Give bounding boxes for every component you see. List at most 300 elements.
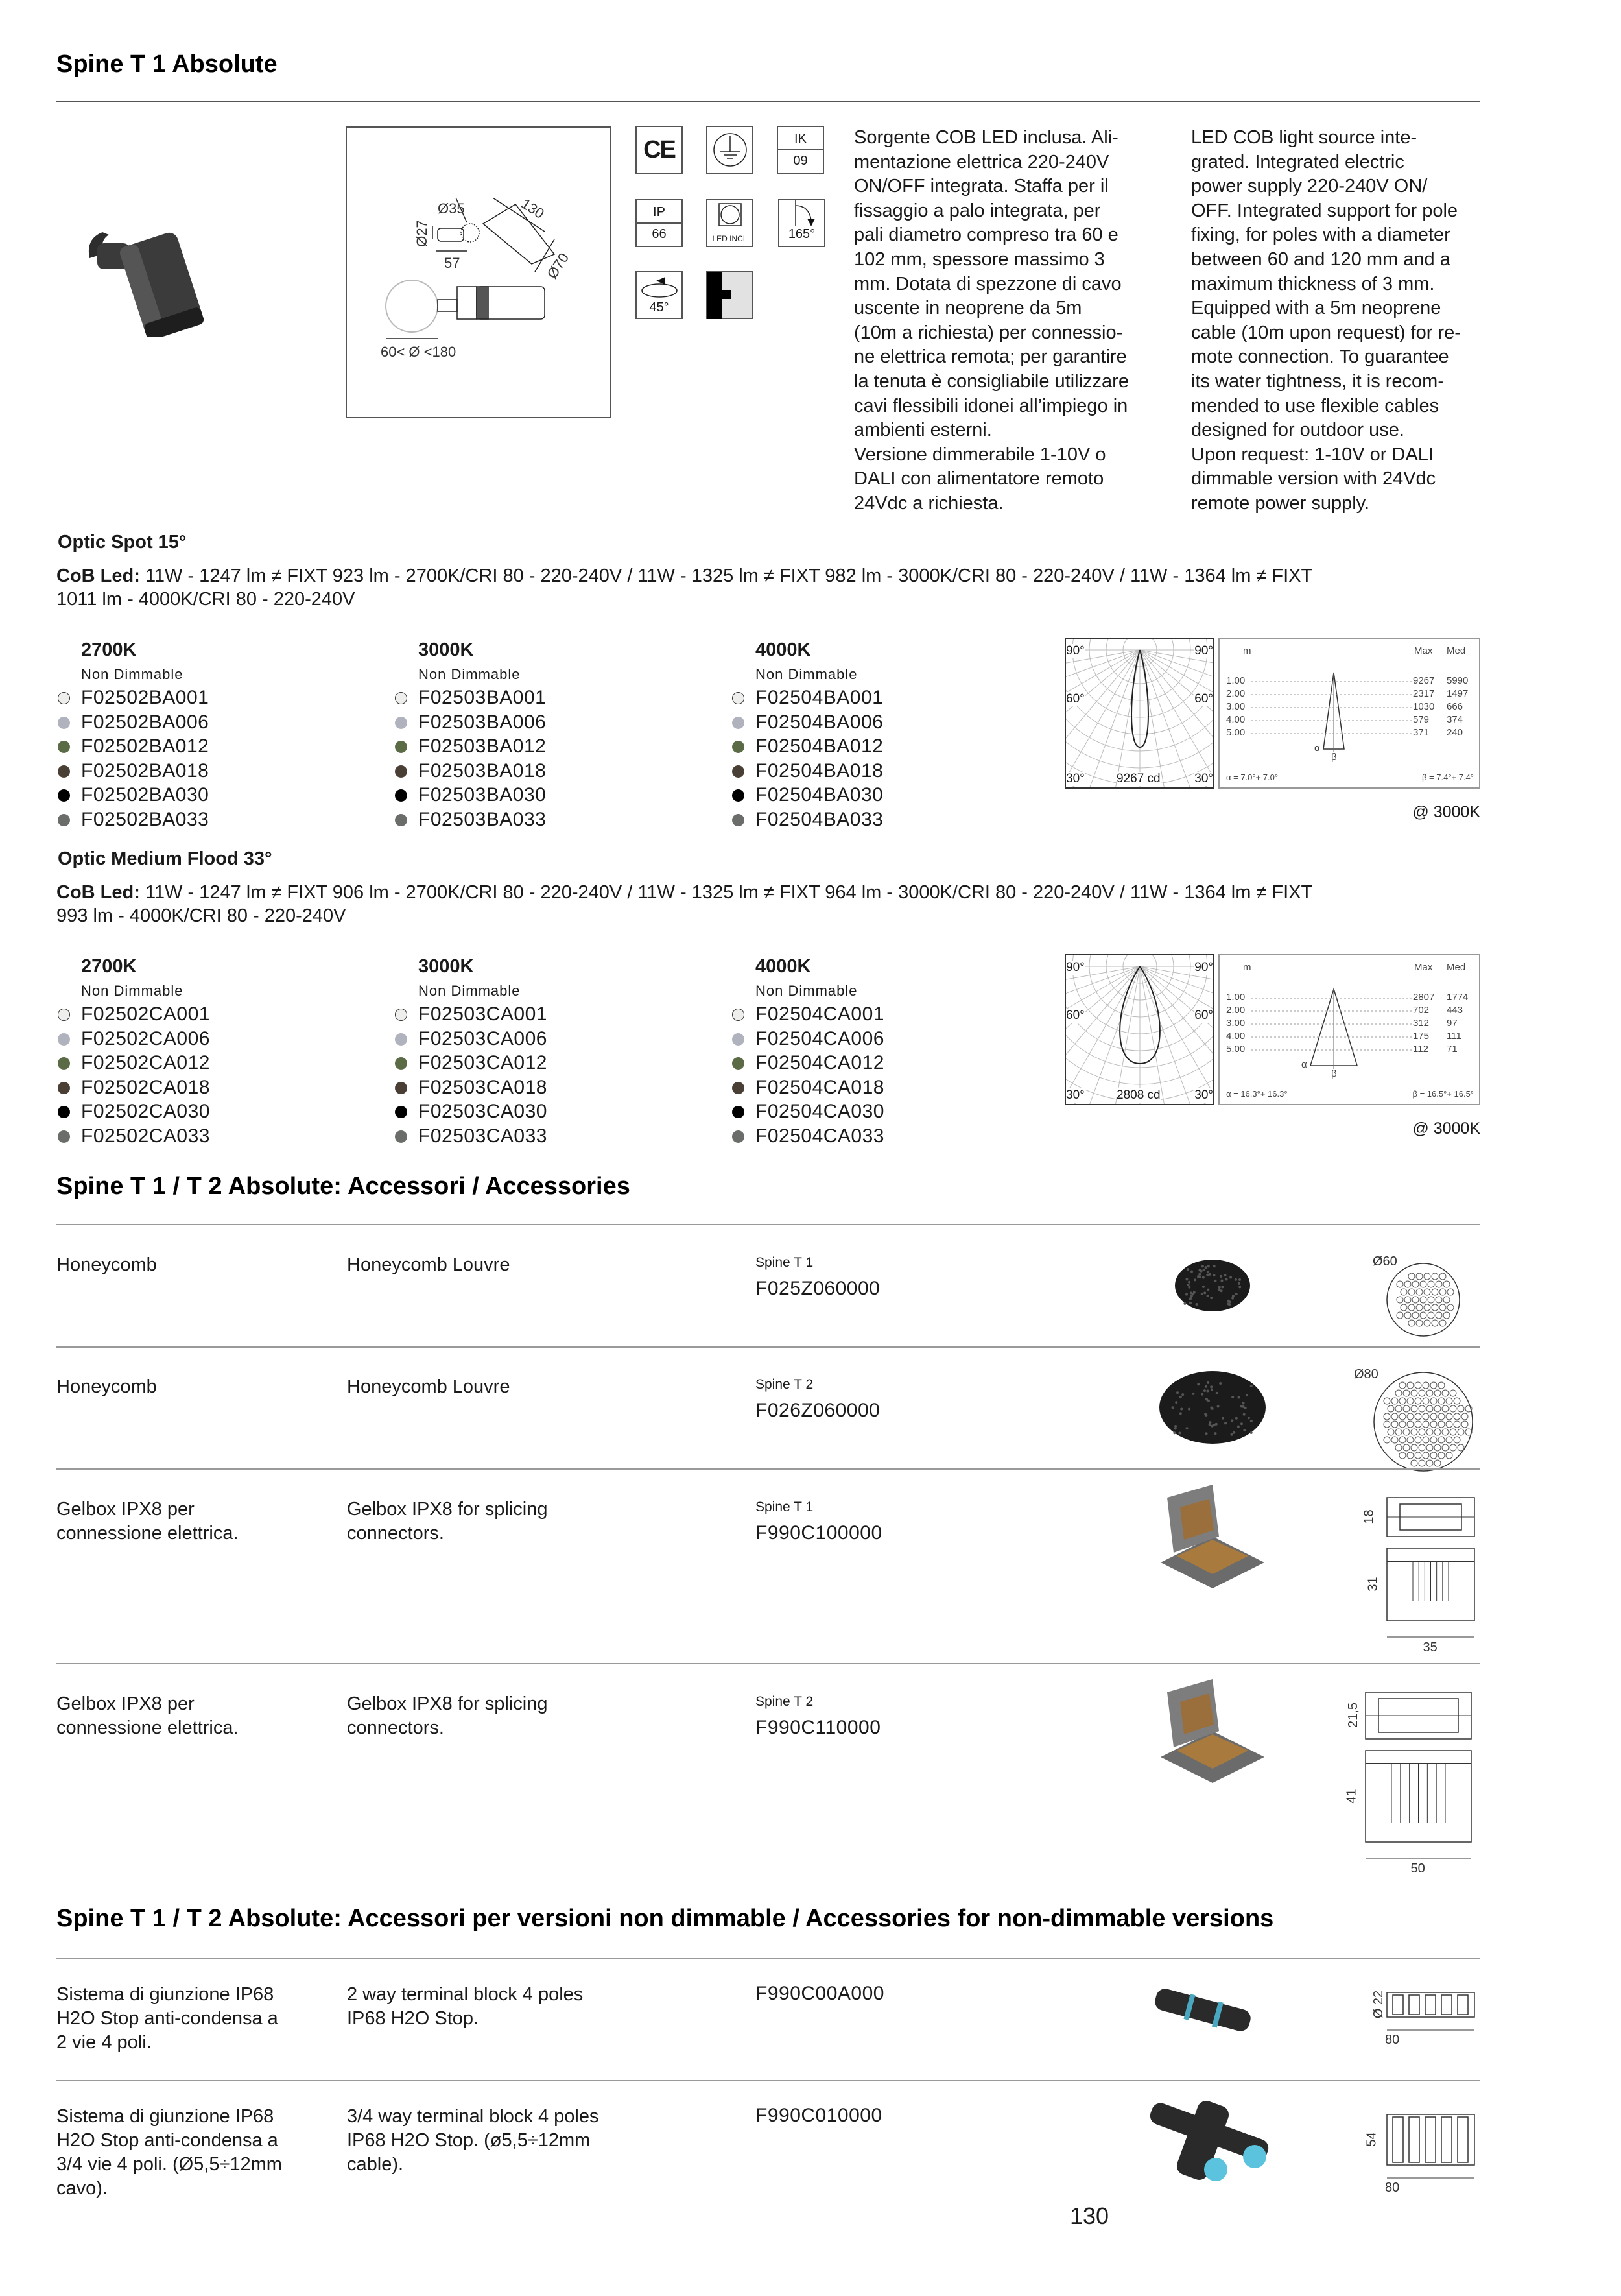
product-code: F02504CA018: [755, 1076, 884, 1098]
polar-label-90-right: 90°: [1194, 644, 1213, 658]
med-lux-value: 374: [1447, 714, 1463, 725]
louvre-cell: [1436, 1297, 1442, 1303]
product-code: F02504BA018: [755, 759, 884, 782]
color-swatch: [58, 717, 70, 729]
dimension-length: 80: [1385, 2033, 1400, 2047]
description-line: ne elettrica remota; per garantire: [854, 346, 1127, 368]
med-lux-value: 111: [1447, 1031, 1461, 1042]
louvre-cell: [1465, 1429, 1472, 1435]
louvre-cell: [1428, 1281, 1434, 1287]
product-code: F02503CA033: [418, 1125, 547, 1147]
louvre-cell: [1442, 1405, 1449, 1412]
beta-symbol: β: [1331, 1068, 1337, 1079]
description-line: pali diametro compreso tra 60 e: [854, 224, 1118, 246]
description-line: OFF. Integrated support for pole: [1191, 200, 1458, 221]
dimension-height-side: 41: [1344, 1788, 1359, 1804]
reference-cct-note: @ 3000K: [1412, 1119, 1480, 1138]
description-line: grated. Integrated electric: [1191, 151, 1404, 173]
louvre-cell: [1420, 1312, 1426, 1319]
max-lux-value: 1030: [1413, 701, 1435, 712]
dimension-length: 80: [1385, 2181, 1400, 2195]
louvre-cell: [1411, 1429, 1417, 1435]
color-swatch: [58, 1033, 70, 1046]
louvre-cell: [1384, 1398, 1390, 1404]
louvre-cell: [1443, 1281, 1450, 1287]
product-code: F02503BA033: [418, 809, 547, 830]
louvre-cell: [1407, 1382, 1414, 1389]
cob-spec-line-2: 1011 lm - 4000K/CRI 80 - 220-240V: [56, 589, 355, 610]
description-line: 24Vdc a richiesta.: [854, 492, 1004, 514]
color-swatch: [58, 1009, 70, 1021]
ip-rating-icon: IP 66: [635, 199, 683, 247]
polar-label-30-left: 30°: [1066, 772, 1085, 785]
louvre-cell: [1424, 1289, 1430, 1295]
polar-peak-intensity: 2808 cd: [1117, 1088, 1161, 1102]
accessory-photo: [1161, 1679, 1264, 1783]
accessory-description-it: Gelbox IPX8 per connessione elettrica.: [56, 1499, 239, 1544]
description-line: ambienti esterni.: [854, 420, 992, 441]
med-lux-value: 97: [1447, 1018, 1458, 1029]
accessories-title: Spine T 1 / T 2 Absolute: Accessori / Accessories: [56, 1173, 630, 1200]
wall-mount-icon: [706, 271, 753, 319]
product-code: F02504BA006: [755, 711, 884, 733]
color-swatch: [395, 1082, 407, 1094]
page-number: 130: [1070, 2203, 1109, 2229]
louvre-cell: [1430, 1437, 1437, 1443]
louvre-cell: [1426, 1444, 1433, 1451]
color-swatch: [732, 1033, 744, 1046]
cob-label: CoB Led:: [56, 882, 140, 903]
polar-grid-ray: [1140, 650, 1213, 787]
product-code: F02503BA012: [418, 735, 547, 758]
cct-heading: 4000K: [755, 640, 811, 660]
louvre-cell: [1454, 1437, 1460, 1443]
louvre-cell: [1442, 1390, 1449, 1396]
cob-led-specs: [56, 882, 1312, 903]
accessory-description-en: Honeycomb Louvre: [347, 1376, 510, 1397]
cct-heading: 2700K: [81, 956, 137, 977]
louvre-cell: [1416, 1304, 1423, 1311]
louvre-cell: [1443, 1297, 1450, 1303]
louvre-cell: [1446, 1421, 1452, 1428]
dim-d27: Ø27: [413, 220, 430, 247]
description-line: uscente in neoprene da 5m: [854, 298, 1082, 319]
accessory-code: F025Z060000: [755, 1278, 881, 1299]
dim-57: 57: [444, 255, 460, 271]
description-line: power supply 220-240V ON/: [1191, 176, 1428, 197]
description-line: Versione dimmerabile 1-10V o: [854, 444, 1106, 465]
louvre-cell: [1438, 1382, 1445, 1389]
product-code: F02502CA001: [81, 1003, 210, 1025]
color-swatch: [395, 1033, 407, 1046]
louvre-cell: [1438, 1452, 1445, 1459]
louvre-cell: [1428, 1297, 1434, 1303]
louvre-cell: [1454, 1398, 1460, 1404]
louvre-cell: [1426, 1429, 1433, 1435]
divider: [56, 101, 1480, 102]
louvre-cell: [1438, 1413, 1445, 1420]
color-swatch: [395, 765, 407, 778]
louvre-cell: [1434, 1429, 1441, 1435]
divider: [56, 2080, 1480, 2081]
dimension-diameter: Ø60: [1373, 1254, 1397, 1269]
color-swatch: [58, 814, 70, 826]
louvre-cell: [1442, 1429, 1449, 1435]
louvre-cell: [1395, 1405, 1402, 1412]
dimension-height-top: 18: [1362, 1509, 1377, 1524]
louvre-cell: [1423, 1398, 1429, 1404]
accessory-code: F990C110000: [755, 1717, 881, 1738]
louvre-cell: [1450, 1444, 1456, 1451]
accessory-variant: Spine T 1: [755, 1255, 814, 1270]
accessory-code: F026Z060000: [755, 1400, 881, 1421]
dimming-label: Non Dimmable: [418, 666, 521, 682]
max-lux-value: 312: [1413, 1018, 1430, 1029]
louvre-cell: [1419, 1390, 1425, 1396]
louvre-cell: [1411, 1405, 1417, 1412]
louvre-cell: [1403, 1405, 1410, 1412]
description-line: Upon request: 1-10V or DALI: [1191, 444, 1434, 465]
med-lux-value: 1774: [1447, 992, 1469, 1003]
louvre-cell: [1403, 1390, 1410, 1396]
product-code: F02503CA012: [418, 1052, 547, 1074]
color-swatch: [732, 1082, 744, 1094]
description-line: its water tightness, it is recom-: [1191, 370, 1444, 392]
polar-label-30-right: 30°: [1194, 772, 1213, 785]
louvre-cell: [1423, 1421, 1429, 1428]
tilt-angle-icon: 165°: [778, 199, 825, 247]
description-line: fixing, for poles with a diameter: [1191, 224, 1450, 246]
louvre-cell: [1391, 1421, 1398, 1428]
louvre-cell: [1447, 1304, 1454, 1311]
polar-label-90-left: 90°: [1066, 644, 1085, 658]
accessory-photo: [1148, 2098, 1271, 2182]
polar-label-60-left: 60°: [1066, 1009, 1085, 1022]
louvre-cell: [1438, 1437, 1445, 1443]
product-code: F02502BA018: [81, 759, 209, 782]
polar-diagram: [1065, 954, 1214, 1105]
product-code: F02502CA018: [81, 1076, 210, 1098]
louvre-cell: [1401, 1304, 1407, 1311]
color-swatch: [58, 1082, 70, 1094]
louvre-cell: [1416, 1273, 1423, 1280]
louvre-cell: [1450, 1405, 1456, 1412]
color-swatch: [732, 692, 744, 704]
description-italian: [854, 126, 1129, 516]
louvre-cell: [1446, 1437, 1452, 1443]
product-code: F02503CA030: [418, 1101, 547, 1123]
ik-rating-icon: IK 09: [777, 126, 824, 174]
product-photo: [78, 208, 220, 337]
description-line: Equipped with a 5m neoprene: [1191, 298, 1441, 319]
louvre-cell: [1439, 1273, 1446, 1280]
louvre-cell: [1399, 1437, 1406, 1443]
louvre-cell: [1424, 1320, 1430, 1326]
med-header: Med: [1447, 962, 1466, 973]
product-code: F02502CA033: [81, 1125, 210, 1147]
color-swatch: [732, 1106, 744, 1118]
louvre-cell: [1391, 1398, 1398, 1404]
color-swatch: [732, 741, 744, 753]
louvre-cell: [1419, 1444, 1425, 1451]
louvre-cell: [1399, 1421, 1406, 1428]
color-swatch: [395, 1057, 407, 1070]
louvre-cell: [1397, 1297, 1403, 1303]
color-swatch: [58, 741, 70, 753]
distance-value: 4.00: [1226, 1031, 1246, 1042]
louvre-cell: [1411, 1460, 1417, 1466]
distance-value: 5.00: [1226, 727, 1246, 738]
max-lux-value: 2317: [1413, 688, 1435, 699]
louvre-cell: [1391, 1413, 1398, 1420]
distance-value: 4.00: [1226, 714, 1246, 725]
description-line: la tenuta è consigliabile utilizzare: [854, 370, 1129, 392]
louvre-cell: [1430, 1398, 1437, 1404]
unit-label: m: [1243, 962, 1251, 973]
accessory-code: F990C100000: [755, 1522, 882, 1544]
accessory-photo: [1159, 1371, 1266, 1444]
distance-value: 2.00: [1226, 688, 1246, 699]
louvre-cell: [1408, 1273, 1415, 1280]
louvre-cell: [1404, 1297, 1411, 1303]
dimension-height-side: 31: [1366, 1577, 1380, 1592]
max-lux-value: 2807: [1413, 992, 1435, 1003]
cct-heading: 3000K: [418, 956, 474, 977]
louvre-cell: [1450, 1390, 1456, 1396]
alpha-angle: α = 7.0°+ 7.0°: [1226, 772, 1279, 782]
louvre-cell: [1407, 1437, 1414, 1443]
dimension-diameter: 54: [1364, 2132, 1379, 2147]
dimming-label: Non Dimmable: [81, 666, 183, 682]
color-swatch: [395, 692, 407, 704]
color-swatch: [732, 765, 744, 778]
accessory-variant: Spine T 2: [755, 1377, 814, 1392]
louvre-cell: [1388, 1429, 1394, 1435]
louvre-cell: [1434, 1405, 1441, 1412]
description-line: ON/OFF integrata. Staffa per il: [854, 176, 1109, 197]
louvre-cell: [1407, 1398, 1414, 1404]
product-code: F02502BA030: [81, 784, 209, 806]
louvre-cell: [1426, 1405, 1433, 1412]
louvre-cell: [1401, 1289, 1407, 1295]
louvre-cell: [1458, 1429, 1464, 1435]
description-line: maximum thickness of 3 mm.: [1191, 273, 1435, 294]
color-swatch: [395, 789, 407, 802]
cct-heading: 4000K: [755, 956, 811, 977]
louvre-cell: [1419, 1405, 1425, 1412]
cob-led-specs: [56, 566, 1312, 587]
louvre-cell: [1395, 1429, 1402, 1435]
polar-grid-ray: [1066, 650, 1140, 787]
distance-value: 3.00: [1226, 1018, 1246, 1029]
distance-value: 3.00: [1226, 701, 1246, 712]
louvre-cell: [1430, 1413, 1437, 1420]
louvre-cell: [1438, 1398, 1445, 1404]
louvre-outline: [1387, 1263, 1460, 1336]
louvre-cell: [1430, 1452, 1437, 1459]
louvre-cell: [1454, 1421, 1460, 1428]
accessory-variant: Spine T 2: [755, 1694, 814, 1709]
accessory-description-en: Gelbox IPX8 for splicing connectors.: [347, 1499, 548, 1544]
dimension-width: 35: [1423, 1640, 1438, 1655]
louvre-cell: [1458, 1444, 1464, 1451]
louvre-cell: [1446, 1452, 1452, 1459]
divider: [56, 1468, 1480, 1470]
accessory-description-en: 3/4 way terminal block 4 poles IP68 H2O Stop. (ø5,5÷12mm cable).: [347, 2106, 599, 2175]
product-code: F02503BA001: [418, 687, 547, 708]
louvre-cell: [1434, 1444, 1441, 1451]
louvre-cell: [1388, 1405, 1394, 1412]
dimension-width: 50: [1410, 1861, 1425, 1876]
product-code: F02502CA006: [81, 1027, 210, 1049]
dimension-height-top: 21,5: [1345, 1703, 1360, 1728]
description-line: mended to use flexible cables: [1191, 395, 1439, 416]
description-line: mentazione elettrica 220-240V: [854, 151, 1109, 173]
louvre-cell: [1384, 1437, 1390, 1443]
product-code: F02502CA030: [81, 1101, 210, 1123]
dimming-label: Non Dimmable: [755, 666, 858, 682]
louvre-cell: [1407, 1421, 1414, 1428]
louvre-cell: [1411, 1390, 1417, 1396]
med-lux-value: 1497: [1447, 688, 1469, 699]
louvre-cell: [1408, 1289, 1415, 1295]
louvre-cell: [1415, 1413, 1421, 1420]
cob-spec-line-1: 11W - 1247 lm ≠ FIXT 906 lm - 2700K/CRI 80 - 220-240V / 11W - 1325 lm ≠ FIXT 964 lm - 3000K/CRI 80 - 220-240V / 11W - 1364 lm ≠ FIXT: [145, 882, 1313, 903]
junction-outline: [1387, 2114, 1474, 2165]
accessory-description-en: 2 way terminal block 4 poles IP68 H2O Stop.: [347, 1984, 584, 2029]
description-line: fissaggio a palo integrata, per: [854, 200, 1101, 221]
louvre-cell: [1447, 1289, 1454, 1295]
divider: [56, 1663, 1480, 1664]
louvre-cell: [1423, 1437, 1429, 1443]
louvre-cell: [1408, 1320, 1415, 1326]
louvre-cell: [1419, 1429, 1425, 1435]
louvre-cell: [1404, 1312, 1411, 1319]
accessory-description-it: Honeycomb: [56, 1376, 157, 1397]
cob-label: CoB Led:: [56, 566, 140, 586]
color-swatch: [58, 1130, 70, 1143]
louvre-cell: [1420, 1297, 1426, 1303]
louvre-cell: [1407, 1452, 1414, 1459]
product-code: F02504CA033: [755, 1125, 884, 1147]
color-swatch: [732, 789, 744, 802]
description-line: (10m a richiesta) per connessio-: [854, 322, 1123, 343]
color-swatch: [732, 1009, 744, 1021]
rotation-angle-icon: 45°: [635, 271, 683, 319]
louvre-cell: [1399, 1452, 1406, 1459]
louvre-cell: [1436, 1281, 1442, 1287]
divider: [56, 1224, 1480, 1225]
junction-outline: [1387, 1992, 1474, 2017]
product-code: F02502CA012: [81, 1052, 210, 1074]
description-line: designed for outdoor use.: [1191, 420, 1404, 441]
accessory-code: F990C00A000: [755, 1983, 884, 2004]
color-swatch: [732, 717, 744, 729]
ce-mark-icon: CE: [635, 126, 683, 174]
louvre-cell: [1432, 1273, 1438, 1280]
accessory-photo: [1161, 1485, 1264, 1588]
cct-heading: 2700K: [81, 640, 137, 660]
max-lux-value: 579: [1413, 714, 1430, 725]
med-lux-value: 666: [1447, 701, 1463, 712]
distance-value: 1.00: [1226, 675, 1246, 686]
optic-title: Optic Medium Flood 33°: [58, 848, 272, 869]
color-swatch: [395, 814, 407, 826]
dim-d35: Ø35: [438, 200, 465, 217]
distance-value: 1.00: [1226, 992, 1246, 1003]
louvre-cell: [1395, 1390, 1402, 1396]
louvre-cell: [1419, 1460, 1425, 1466]
louvre-cell: [1438, 1421, 1445, 1428]
louvre-cell: [1415, 1437, 1421, 1443]
max-lux-value: 702: [1413, 1005, 1430, 1016]
louvre-cell: [1446, 1398, 1452, 1404]
product-code: F02504CA001: [755, 1003, 884, 1025]
polar-label-90-left: 90°: [1066, 961, 1085, 974]
beta-angle: β = 16.5°+ 16.5°: [1412, 1089, 1474, 1099]
accessory-description-en: Honeycomb Louvre: [347, 1254, 510, 1275]
louvre-cell: [1415, 1398, 1421, 1404]
accessory-photo: [1175, 1260, 1250, 1311]
polar-label-90-right: 90°: [1194, 961, 1213, 974]
product-code: F02503BA030: [418, 784, 547, 806]
louvre-cell: [1411, 1444, 1417, 1451]
beta-symbol: β: [1331, 752, 1337, 763]
polar-grid-ray: [1066, 650, 1140, 787]
alpha-angle: α = 16.3°+ 16.3°: [1226, 1089, 1288, 1099]
dim-d70: Ø70: [543, 250, 573, 281]
louvre-cell: [1426, 1460, 1433, 1466]
louvre-cell: [1403, 1444, 1410, 1451]
louvre-cell: [1461, 1413, 1468, 1420]
color-swatch: [732, 1057, 744, 1070]
louvre-cell: [1439, 1320, 1446, 1326]
louvre-cell: [1430, 1382, 1437, 1389]
louvre-cell: [1450, 1429, 1456, 1435]
product-code: F02504BA012: [755, 735, 884, 758]
reference-cct-note: @ 3000K: [1412, 803, 1480, 821]
louvre-cell: [1424, 1304, 1430, 1311]
louvre-cell: [1415, 1421, 1421, 1428]
description-line: mm. Dotata di spezzone di cavo: [854, 273, 1122, 294]
med-lux-value: 5990: [1447, 675, 1469, 686]
color-swatch: [58, 692, 70, 704]
louvre-cell: [1424, 1273, 1430, 1280]
divider: [56, 1958, 1480, 1959]
louvre-cell: [1446, 1413, 1452, 1420]
accessory-description-it: Honeycomb: [56, 1254, 157, 1275]
louvre-cell: [1407, 1413, 1414, 1420]
earth-ground-icon: [706, 126, 753, 174]
louvre-cell: [1412, 1281, 1419, 1287]
louvre-cell: [1412, 1312, 1419, 1319]
louvre-cell: [1432, 1304, 1438, 1311]
product-code: F02503CA001: [418, 1003, 547, 1025]
illuminance-table: [1218, 638, 1480, 789]
accessory-description-it: Sistema di giunzione IP68 H2O Stop anti-condensa a 2 vie 4 poli.: [56, 1984, 278, 2053]
polar-label-30-left: 30°: [1066, 1088, 1085, 1102]
max-lux-value: 112: [1413, 1044, 1428, 1055]
color-swatch: [395, 717, 407, 729]
distance-value: 2.00: [1226, 1005, 1246, 1016]
louvre-cell: [1443, 1312, 1450, 1319]
louvre-cell: [1432, 1320, 1438, 1326]
cob-spec-line-2: 993 lm - 4000K/CRI 80 - 220-240V: [56, 905, 346, 926]
louvre-cell: [1399, 1413, 1406, 1420]
distance-value: 5.00: [1226, 1044, 1246, 1055]
louvre-cell: [1454, 1413, 1460, 1420]
color-swatch: [58, 1057, 70, 1070]
